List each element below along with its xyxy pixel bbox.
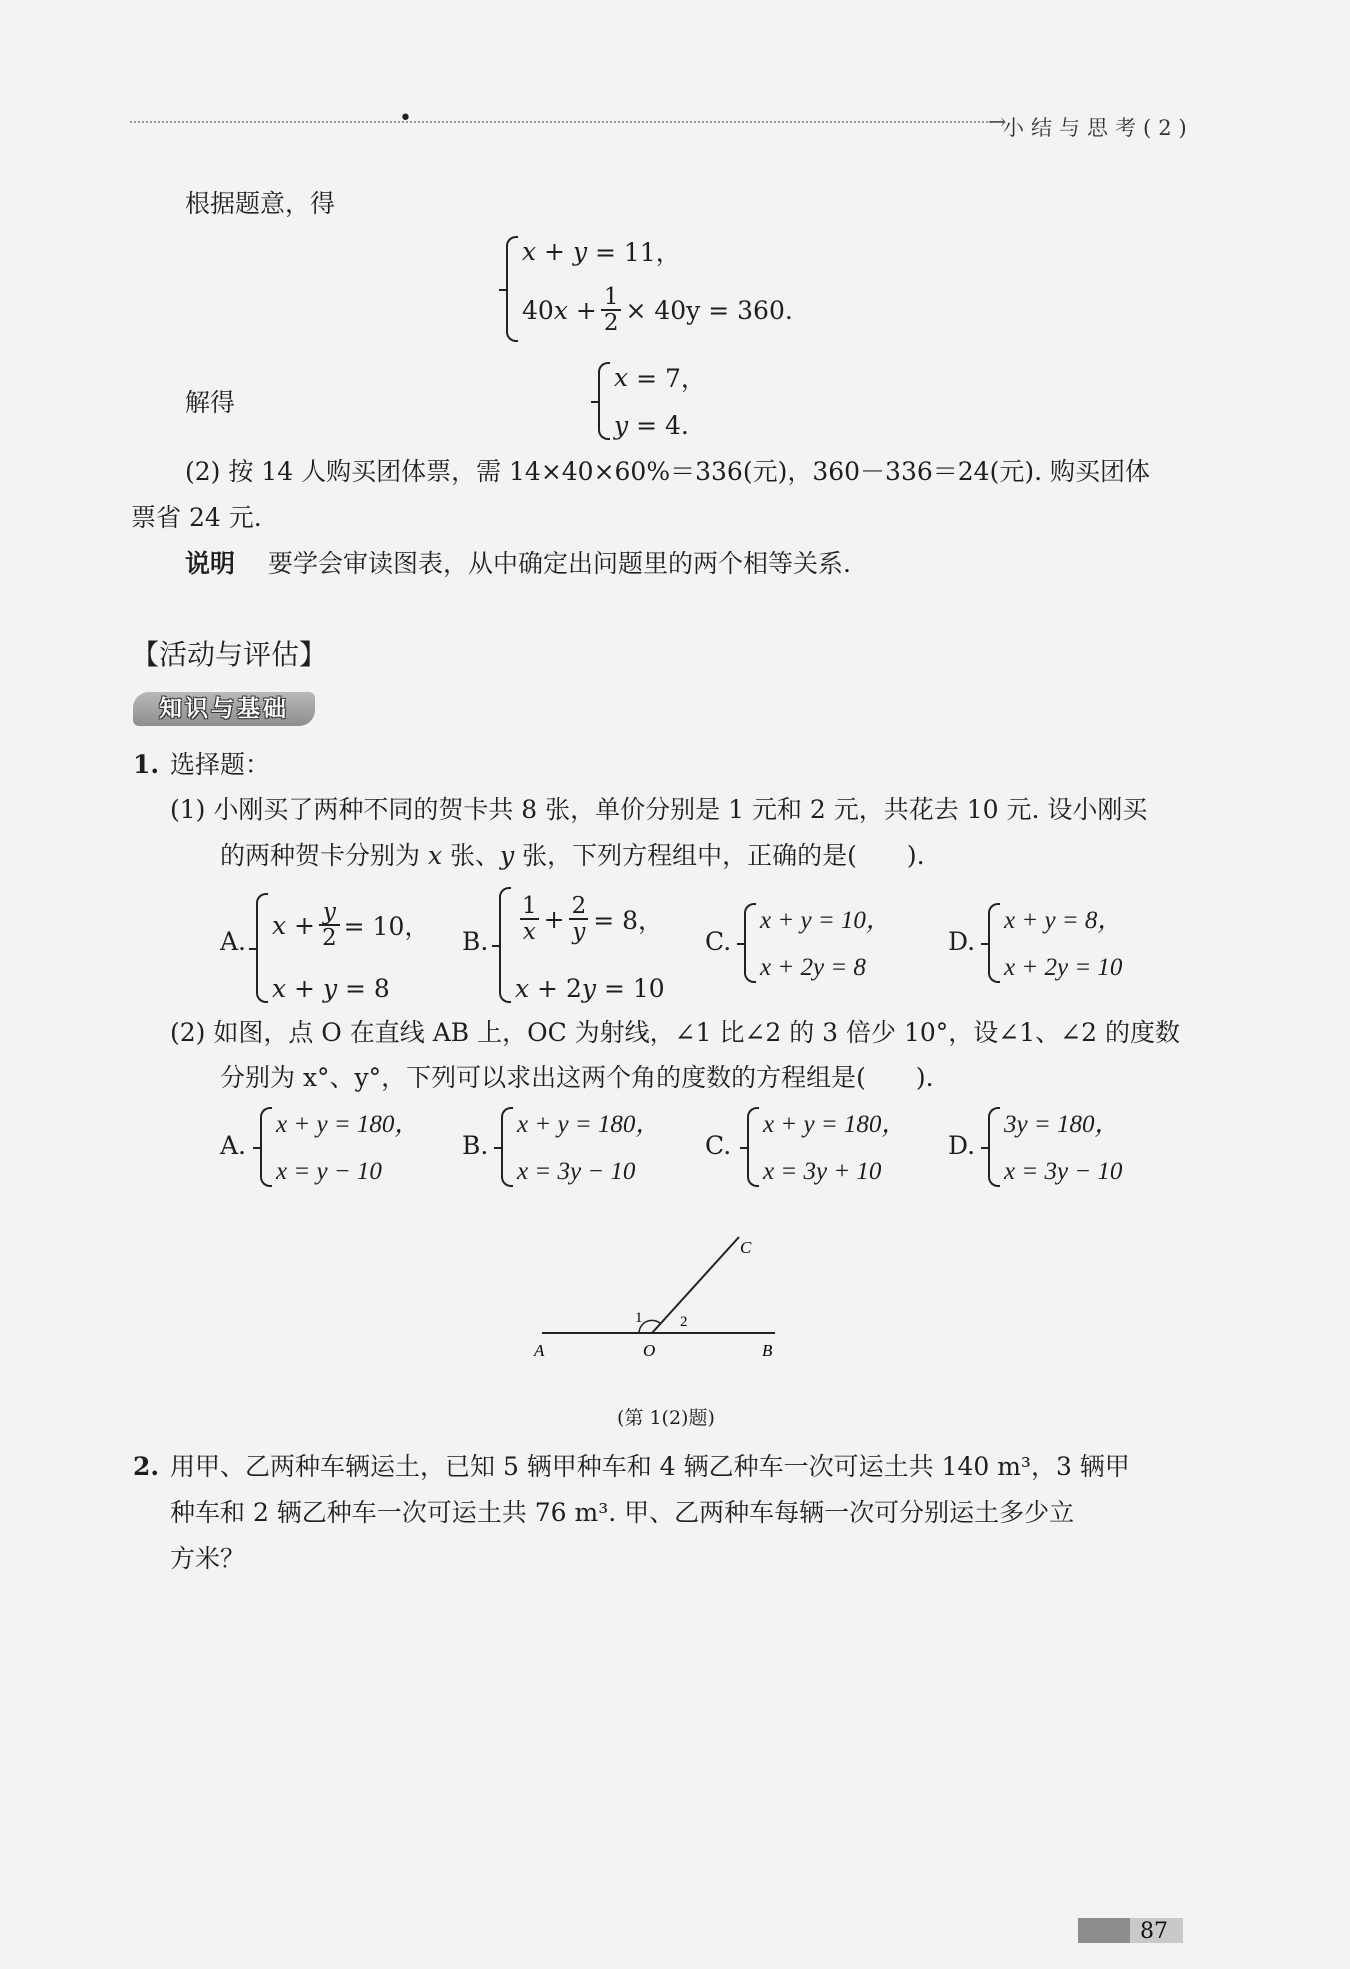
solution-system [598,362,706,440]
solution-part2-line1: (2) 按 14 人购买团体票，需 14×40×60%＝336(元)，360－336＝24(元). 购买团体 [185,457,1150,486]
angle-figure [530,1225,790,1370]
note-label: 说明 [185,549,236,578]
equation-line: x + y = 8 [272,973,390,1003]
equation-line: x + 2y = 10 [1004,954,1123,981]
option-a-system [260,1107,419,1187]
option-label: D. [948,1131,976,1160]
brace-icon [744,903,756,983]
arrow-right-icon: → [988,110,1007,135]
equation-line: x + y = 180， [276,1111,420,1138]
equation-line: 3y = 180， [1004,1111,1120,1138]
section-title: 【活动与评估】 [131,638,328,671]
brace-icon [499,887,511,1003]
equation-line: x = 7， [614,362,706,393]
q2-line1: 用甲、乙两种车辆运土，已知 5 辆甲种车和 4 辆乙种车一次可运土共 140 m³，3 辆甲 [170,1452,1130,1481]
equation-line: x + y = 180， [517,1111,661,1138]
equation-line: $\frac{1}{x}$ + $\frac{2}{y}$ = 8， [515,887,665,951]
equation-line: x + y = 180， [763,1111,907,1138]
q1-part1-line2: 的两种贺卡分别为 x 张、y 张，下列方程组中，正确的是( ). [220,841,925,870]
q1-title: 选择题： [170,750,271,779]
equation-line: x = 3y + 10 [763,1158,882,1185]
fraction: $\frac{1}{x}$ [519,894,540,944]
solve-label: 解得 [185,388,236,417]
label-b: B [762,1341,773,1360]
fraction: $\frac{y}{2}$ [319,900,340,950]
option-c-system [744,903,891,983]
brace-icon [506,236,518,342]
option-d-system [988,903,1122,983]
option-label: B. [462,927,489,956]
equation-line: x + y = 10， [760,907,891,934]
option-b-system [499,887,665,1003]
brace-icon [256,893,268,1003]
section-badge: 知识与基础 [133,692,315,726]
q1-number: 1. [133,750,160,779]
figure-caption: (第 1(2)题) [617,1407,715,1429]
angle-2-label: 2 [680,1314,688,1330]
equation-line: x = 3y − 10 [517,1158,636,1185]
solution-intro: 根据题意，得 [185,189,336,218]
option-d-system [988,1107,1122,1187]
option-label: C. [705,927,732,956]
q1-part2-line1: (2) 如图，点 O 在直线 AB 上，OC 为射线，∠1 比∠2 的 3 倍少 10°，设∠1、∠2 的度数 [170,1018,1180,1047]
q1-part1-line1: (1) 小刚买了两种不同的贺卡共 8 张，单价分别是 1 元和 2 元，共花去 10 元. 设小刚买 [170,795,1148,824]
brace-icon [988,1107,1000,1187]
equation-line: y = 4. [614,410,689,440]
option-label: B. [462,1131,489,1160]
brace-icon [988,903,1000,983]
fraction: $\frac{2}{y}$ [569,894,590,944]
option-label: A. [220,927,247,956]
label-c: C [740,1238,752,1257]
equation-line: x + 2 y = 10 [515,973,665,1003]
equation-line: x + y = 8， [1004,907,1123,934]
angle-1-label: 1 [635,1310,643,1326]
note-text: 要学会审读图表，从中确定出问题里的两个相等关系. [268,549,851,578]
header-dot: • [399,106,412,131]
brace-icon [260,1107,272,1187]
equation-system-1 [506,236,793,342]
solution-part2-line2: 票省 24 元. [131,503,262,532]
brace-icon [747,1107,759,1187]
brace-icon [501,1107,513,1187]
equation-line: x + 2y = 8 [760,954,866,981]
q2-line2: 种车和 2 辆乙种车一次可运土共 76 m³. 甲、乙两种车每辆一次可分别运土多少立 [170,1498,1075,1527]
option-c-system [747,1107,906,1187]
equation-line: x + $\frac{y}{2}$ = 10， [272,899,430,951]
brace-icon [598,362,610,440]
option-a-system [256,893,429,1003]
header-rule [130,121,992,123]
label-o: O [643,1341,656,1360]
equation-line: 40 x + $\frac{1}{2}$ × 40y = 360. [522,284,793,336]
ray-oc [652,1237,739,1333]
option-label: A. [220,1131,247,1160]
equation-line: x = 3y − 10 [1004,1158,1123,1185]
q2-line3: 方米？ [170,1544,246,1573]
label-a: A [534,1341,545,1360]
fraction: $\frac{1}{2}$ [601,285,622,335]
page-number: 87 [1140,1919,1168,1944]
option-label: C. [705,1131,732,1160]
q1-part2-line2: 分别为 x°、y°，下列可以求出这两个角的度数的方程组是( ). [220,1063,934,1092]
header-title: 小结与思考(2) [1003,116,1194,140]
option-b-system [501,1107,660,1187]
option-label: D. [948,927,976,956]
equation-line: x + y = 11， [522,236,681,267]
equation-line: x = y − 10 [276,1158,382,1185]
q2-number: 2. [133,1452,160,1481]
